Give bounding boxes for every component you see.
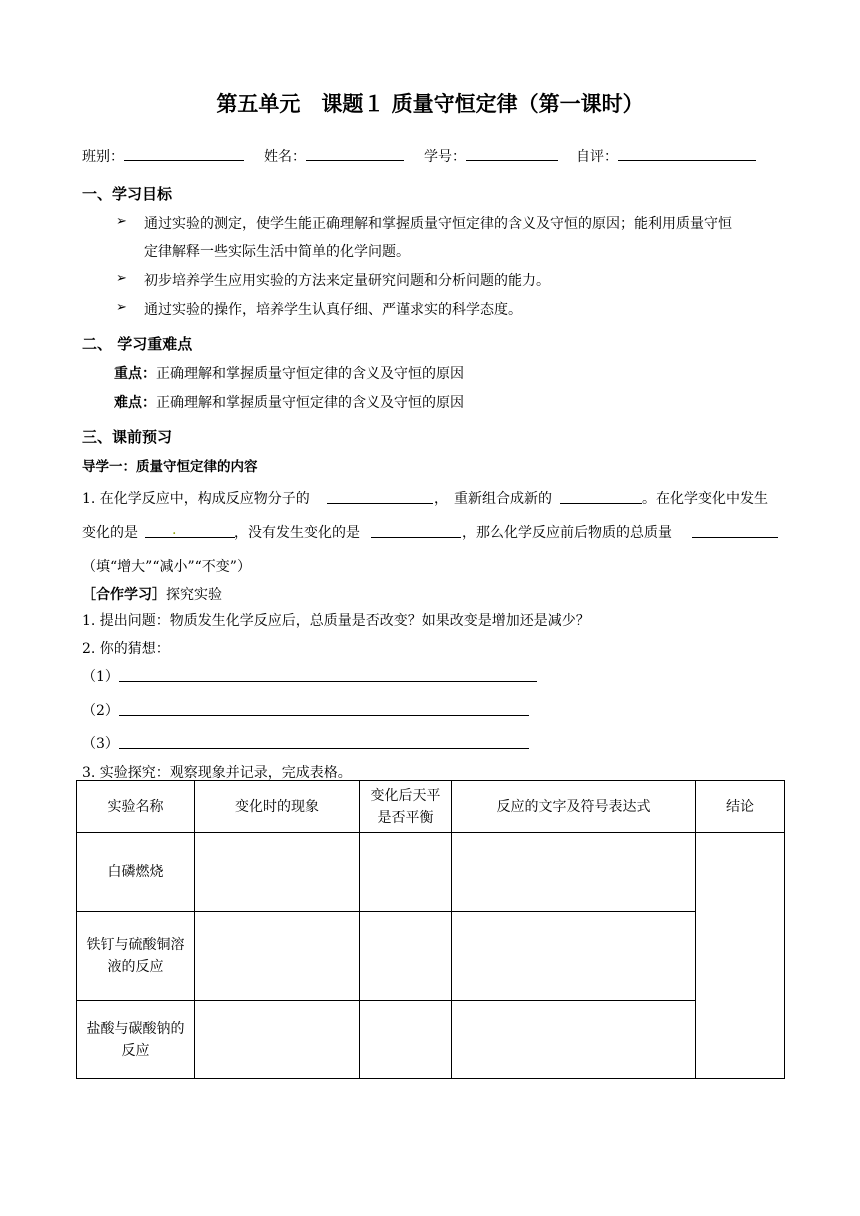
goal-item-1-cont: 定律解释一些实际生活中简单的化学问题。 <box>144 244 410 260</box>
student-id-field <box>424 146 558 166</box>
table-header-cell: 实验名称 <box>77 781 195 833</box>
goal-item-1: 通过实验的测定，使学生能正确理解和掌握质量守恒定律的含义及守恒的原因；能利用质量守恒 <box>144 216 732 232</box>
name-label: 姓名： <box>264 149 306 165</box>
key-point-text: 正确理解和掌握质量守恒定律的含义及守恒的原因 <box>156 366 464 382</box>
section-heading-goals: 一、学习目标 <box>82 185 173 203</box>
guess-label-1: （1） <box>82 669 119 685</box>
goal-item-3: 通过实验的操作，培养学生认真仔细、严谨求实的科学态度。 <box>144 302 522 318</box>
experiment-table <box>76 780 785 1079</box>
guide-heading-1: 导学一：质量守恒定律的内容 <box>82 459 258 475</box>
q1-text-d: 变化的是 <box>82 525 138 541</box>
expression-cell[interactable] <box>452 912 696 1001</box>
balance-cell[interactable] <box>360 833 452 912</box>
q1-comma: ， <box>434 491 448 507</box>
phenomenon-cell[interactable] <box>195 912 360 1001</box>
conclusion-cell[interactable] <box>696 833 785 1079</box>
expression-cell[interactable] <box>452 1001 696 1079</box>
coop-text: 探究实验 <box>166 587 222 603</box>
key-point-label: 重点： <box>114 366 156 382</box>
arrow-bullet-icon: ➢ <box>116 214 127 229</box>
class-blank[interactable] <box>124 146 244 161</box>
guess-blank-3[interactable] <box>119 748 529 749</box>
table-header-cell: 变化后天平是否平衡 <box>360 781 452 833</box>
balance-cell[interactable] <box>360 1001 452 1079</box>
coop-label: ［合作学习］ <box>82 587 166 603</box>
section-heading-preview: 三、课前预习 <box>82 428 173 446</box>
question-guess: 2. 你的猜想： <box>82 641 170 657</box>
question-experiment: 3. 实验探究：观察现象并记录，完成表格。 <box>82 765 352 781</box>
guess-blank-1[interactable] <box>119 681 537 682</box>
coop-line <box>82 584 222 604</box>
name-field <box>264 146 404 166</box>
q1-blank-2[interactable] <box>560 503 642 504</box>
arrow-bullet-icon: ➢ <box>116 300 127 315</box>
experiment-name-cell: 白磷燃烧 <box>77 833 195 912</box>
q1-text-a: 1. 在化学反应中，构成反应物分子的 <box>82 491 310 507</box>
expression-cell[interactable] <box>452 833 696 912</box>
difficulty-label: 难点： <box>114 395 156 411</box>
q1-blank-3[interactable] <box>145 537 235 538</box>
class-field <box>82 146 244 166</box>
key-point-line <box>114 363 464 383</box>
self-eval-label: 自评： <box>576 149 618 165</box>
name-blank[interactable] <box>306 146 404 161</box>
mark-dot-icon: . <box>172 522 177 538</box>
student-id-label: 学号： <box>424 149 466 165</box>
balance-cell[interactable] <box>360 912 452 1001</box>
student-id-blank[interactable] <box>466 146 558 161</box>
q1-text-f: ，那么化学反应前后物质的总质量 <box>462 525 672 541</box>
class-label: 班别： <box>82 149 124 165</box>
phenomenon-cell[interactable] <box>195 833 360 912</box>
question-ask: 1. 提出问题：物质发生化学反应后，总质量是否改变？如果改变是增加还是减少？ <box>82 613 590 629</box>
guess-blank-2[interactable] <box>119 715 529 716</box>
section-heading-key-points: 二、 学习重难点 <box>82 335 193 353</box>
q1-blank-4[interactable] <box>371 537 461 538</box>
q1-text-e: ，没有发生变化的是 <box>234 525 360 541</box>
difficulty-line <box>114 392 464 412</box>
q1-hint: （填“增大”“减小”“不变”） <box>82 559 251 575</box>
q1-text-b: 重新组合成新的 <box>454 491 552 507</box>
page-title: 第五单元 课题１ 质量守恒定律（第一课时） <box>216 92 644 116</box>
table-row <box>77 833 785 912</box>
experiment-name-cell: 铁钉与硫酸铜溶液的反应 <box>77 912 195 1001</box>
guess-label-2: （2） <box>82 703 119 719</box>
table-header-row <box>77 781 785 833</box>
table-header-cell: 反应的文字及符号表达式 <box>452 781 696 833</box>
table-header-cell: 变化时的现象 <box>195 781 360 833</box>
phenomenon-cell[interactable] <box>195 1001 360 1079</box>
difficulty-text: 正确理解和掌握质量守恒定律的含义及守恒的原因 <box>156 395 464 411</box>
q1-text-c: 。在化学变化中发生 <box>642 491 768 507</box>
q1-blank-1[interactable] <box>327 503 433 504</box>
experiment-name-cell: 盐酸与碳酸钠的反应 <box>77 1001 195 1079</box>
table-row <box>77 912 785 1001</box>
self-eval-blank[interactable] <box>618 146 756 161</box>
table-header-cell: 结论 <box>696 781 785 833</box>
goal-item-2: 初步培养学生应用实验的方法来定量研究问题和分析问题的能力。 <box>144 273 550 289</box>
self-eval-field <box>576 146 756 166</box>
guess-label-3: （3） <box>82 736 119 752</box>
table-row <box>77 1001 785 1079</box>
q1-blank-5[interactable] <box>692 537 778 538</box>
arrow-bullet-icon: ➢ <box>116 271 127 286</box>
